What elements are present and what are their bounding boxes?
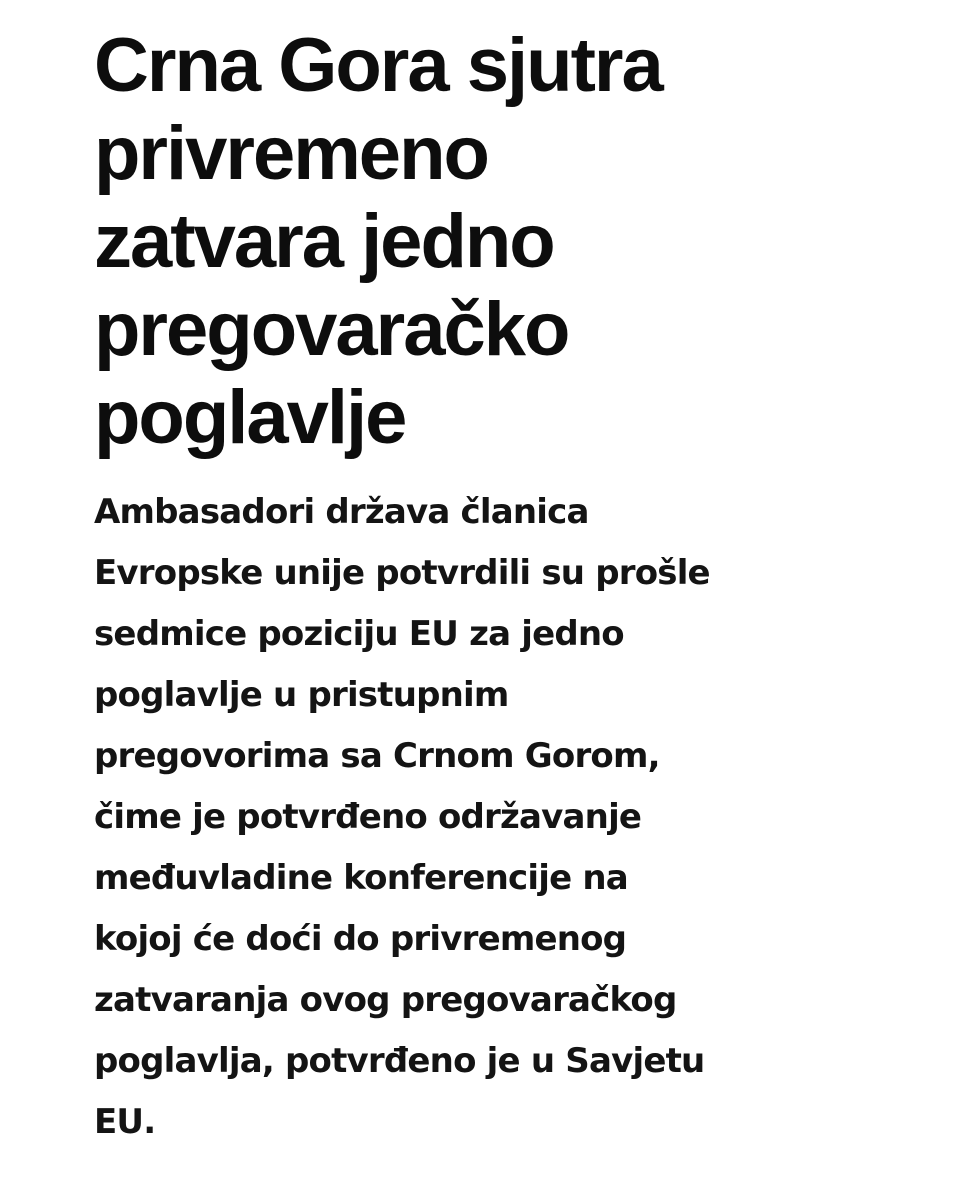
lead-line: poglavlja, potvrđeno je u Savjetu [94, 1041, 705, 1081]
lead-line: pregovorima sa Crnom Gorom, [94, 736, 660, 776]
headline-line: zatvara jedno [94, 199, 554, 284]
lead-line: zatvaranja ovog pregovaračkog [94, 980, 677, 1020]
headline-line: Crna Gora sjutra [94, 23, 662, 108]
lead-line: Evropske unije potvrdili su prošle [94, 553, 710, 593]
headline [94, 22, 854, 462]
lead-line: poglavlje u pristupnim [94, 675, 509, 715]
article [94, 22, 854, 1153]
headline-line: privremeno [94, 111, 488, 196]
lead-line: EU. [94, 1102, 156, 1142]
lead-paragraph [94, 482, 854, 1153]
lead-line: čime je potvrđeno održavanje [94, 797, 642, 837]
lead-line: kojoj će doći do privremenog [94, 919, 627, 959]
headline-line: pregovaračko [94, 287, 569, 372]
lead-line: sedmice poziciju EU za jedno [94, 614, 624, 654]
lead-line: međuvladine konferencije na [94, 858, 628, 898]
lead-line: Ambasadori država članica [94, 492, 589, 532]
headline-line: poglavlje [94, 375, 406, 460]
